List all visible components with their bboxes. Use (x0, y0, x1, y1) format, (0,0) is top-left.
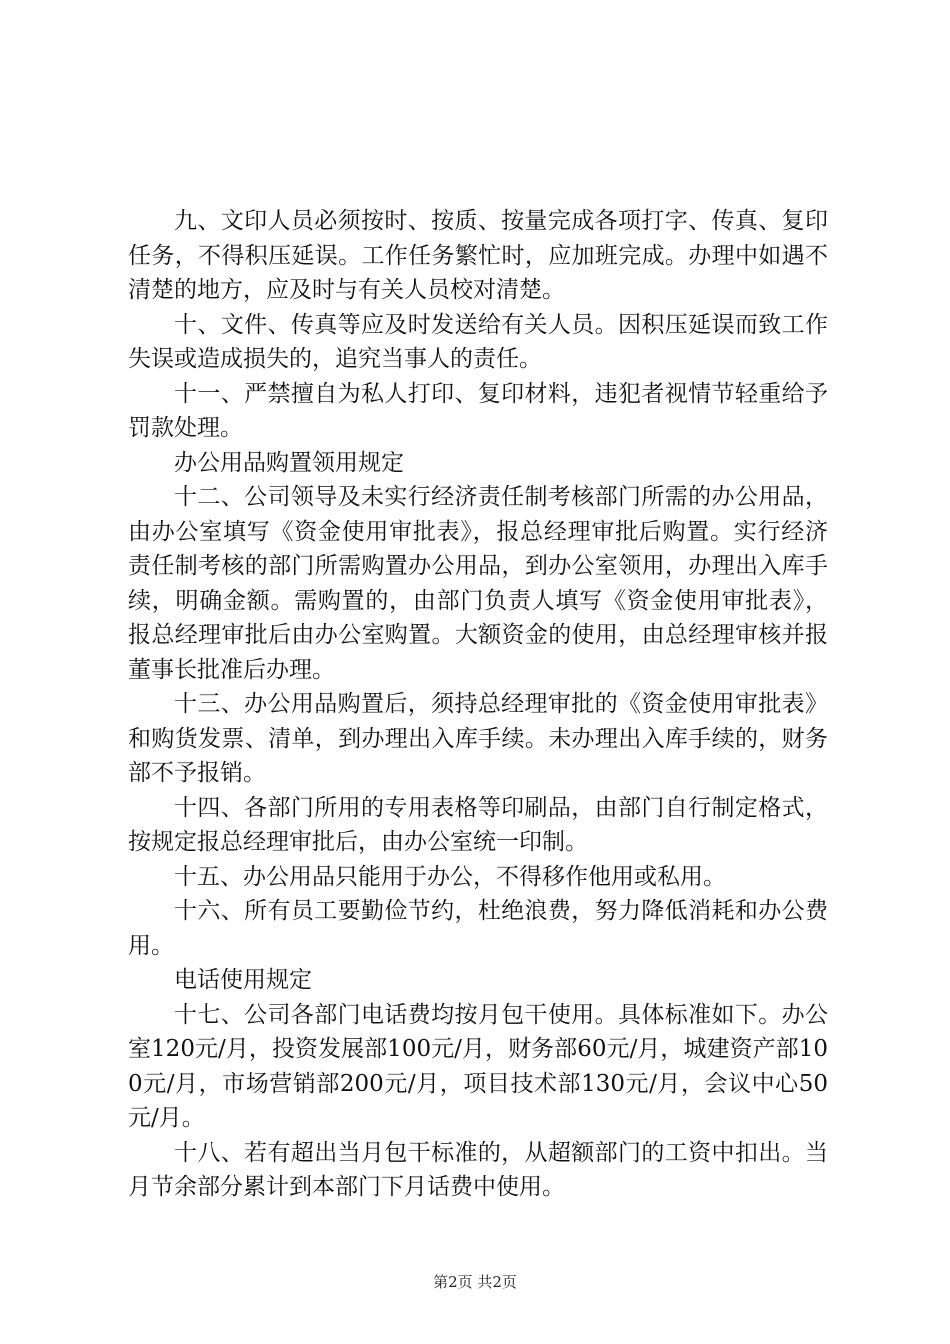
section-heading-office-supplies: 办公用品购置领用规定 (174, 449, 404, 476)
clause-17: 十七、公司各部门电话费均按月包干使用。具体标准如下。办公室120元/月，投资发展部100元/月，财务部60元/月，城建资产部100元/月，市场营销部200元/月，项目技术部130元/月，会议中心50元/月。 (128, 1001, 828, 1131)
clause-11: 十一、严禁擅自为私人打印、复印材料，违犯者视情节轻重给予罚款处理。 (128, 380, 828, 441)
clause-16: 十六、所有员工要勤俭节约，杜绝浪费，努力降低消耗和办公费用。 (128, 898, 828, 959)
clause-9: 九、文印人员必须按时、按质、按量完成各项打字、传真、复印任务，不得积压延误。工作任务繁忙时，应加班完成。办理中如遇不清楚的地方，应及时与有关人员校对清楚。 (128, 208, 828, 303)
page-number-footer: 第2页 共2页 (433, 1273, 517, 1291)
clause-14: 十四、各部门所用的专用表格等印刷品，由部门自行制定格式，按规定报总经理审批后，由办公室统一印制。 (128, 794, 828, 855)
clause-13: 十三、办公用品购置后，须持总经理审批的《资金使用审批表》和购货发票、清单，到办理出入库手续。未办理出入库手续的，财务部不予报销。 (128, 691, 828, 786)
clause-18: 十八、若有超出当月包干标准的，从超额部门的工资中扣出。当月节余部分累计到本部门下月话费中使用。 (128, 1139, 828, 1200)
clause-15: 十五、办公用品只能用于办公，不得移作他用或私用。 (174, 863, 726, 890)
section-heading-telephone: 电话使用规定 (174, 967, 312, 993)
document-body (128, 204, 828, 1205)
clause-12: 十二、公司领导及未实行经济责任制考核部门所需的办公用品，由办公室填写《资金使用审批表》，报总经理审批后购置。实行经济责任制考核的部门所需购置办公用品，到办公室领用，办理出入库手续，明确金额。需购置的，由部门负责人填写《资金使用审批表》，报总经理审批后由办公室购置。大额资金的使用，由总经理审核并报董事长批准后办理。 (128, 484, 828, 683)
clause-10: 十、文件、传真等应及时发送给有关人员。因积压延误而致工作失误或造成损失的，追究当事人的责任。 (128, 311, 828, 372)
